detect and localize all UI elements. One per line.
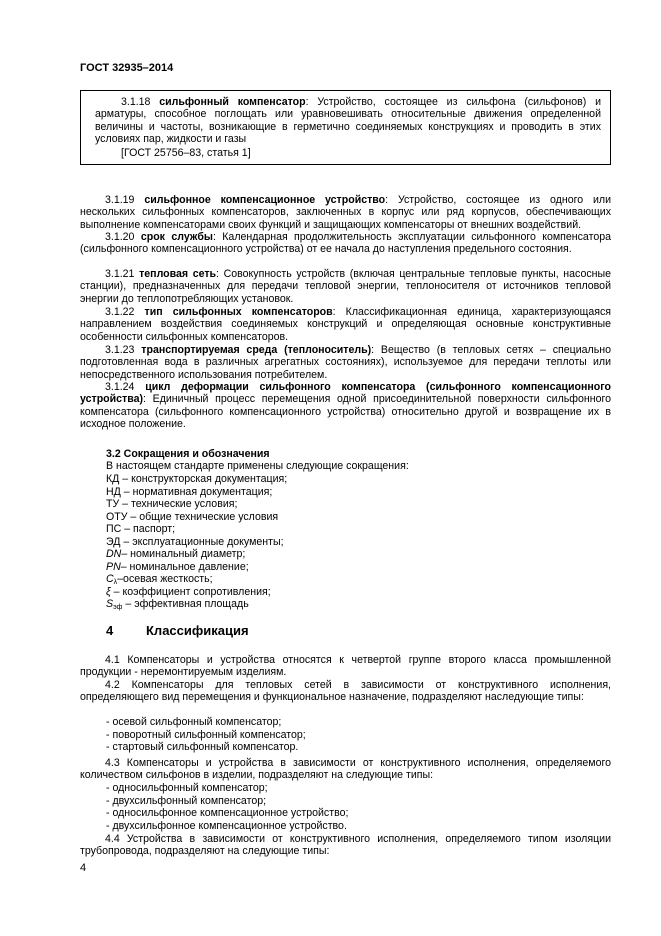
def-term: цикл деформации сильфонного компенсатора (сильфонного компенсационного устройства): [80, 381, 611, 406]
def-term: сильфонный компенсатор: [159, 96, 306, 108]
def-text: : Устройство, состоящее из сильфона (сильфонов) и арматуры, способное поглощать или уравновешивать относительные движения определенной величины и частоты, возникающие в герметично соединяемых конструкциях и проводить в этих условиях пар, жидкости и газы: [95, 96, 601, 146]
definition-3-1-21: 3.1.21 тепловая сеть: Совокупность устройств (включая центральные тепловые пункты, насосные станции), предназначенных для передачи тепловой энергии, теплоносителя от источников тепловой энергии до теплопотребляющих установок.: [80, 268, 612, 305]
def-term: транспортируемая среда (теплоноситель): [141, 344, 372, 356]
abbreviations-heading: 3.2 Сокращения и обозначения: [106, 448, 270, 460]
type-item: - осевой сильфонный компенсатор;: [106, 716, 282, 728]
definition-3-1-23: 3.1.23 транспортируемая среда (теплоноситель): Вещество (в тепловых сетях – специально подготовленная вода в различных агрегатных состояниях), используемое для передачи теплоты или непосредственного использования потребителем.: [80, 344, 611, 381]
type-item: - односильфонное компенсационное устройство;: [106, 807, 349, 819]
definition-3-1-19: 3.1.19 сильфонное компенсационное устройство: Устройство, состоящее из одного или нескольких сильфонных компенсаторов, заключенных в корпус или ряд корпусов, обеспечивающих выполнение компенсаторами своих функций и защищающих компенсаторы от внешних воздействий.: [80, 194, 611, 231]
section-4-heading: 4 Классификация: [106, 623, 249, 638]
abbr-item: НД – нормативная документация;: [106, 486, 273, 498]
abbr-item: ПС – паспорт;: [106, 523, 176, 535]
def-term: сильфонное компенсационное устройство: [144, 194, 386, 206]
definition-3-1-20: 3.1.20 срок службы: Календарная продолжительность эксплуатации сильфонного компенсатора (сильфонного компенсационного устройства) от ее начала до наступления предельного состояния.: [80, 231, 611, 256]
type-item: - двухсильфонный компенсатор;: [106, 795, 267, 807]
symbol-item: ξ – коэффициент сопротивления;: [106, 586, 271, 598]
abbr-item: ТУ – технические условия;: [106, 498, 238, 510]
def-term: тепловая сеть: [139, 268, 217, 280]
abbr-item: ОТУ – общие технические условия: [106, 511, 279, 523]
type-item: - односильфонный компенсатор;: [106, 782, 268, 794]
definition-3-1-24: 3.1.24 цикл деформации сильфонного компенсатора (сильфонного компенсационного устройства): Единичный процесс перемещения одной присоединительной поверхности сильфонного компенсатора (сильфонного компенсационного устройства) относительно другой и возвращение их в исходное положение.: [80, 381, 611, 431]
document-code: ГОСТ 32935–2014: [80, 62, 174, 74]
type-item: - стартовый сильфонный компенсатор.: [106, 741, 299, 753]
symbol-item: DN– номинальный диаметр;: [106, 548, 246, 560]
definition-3-1-18: [95, 96, 601, 145]
definition-3-1-22: 3.1.22 тип сильфонных компенсаторов: Классификационная единица, характеризующаяся направлением воздействия соединяемых конструкций и определяющая основные конструктивные особенности сильфонных компенсаторов.: [80, 306, 611, 343]
page-number: 4: [80, 862, 87, 874]
symbol-item: $S_{эф}$ – эффективная площадь: [106, 598, 249, 611]
clause-4-1: 4.1 Компенсаторы и устройства относятся к четвертой группе второго класса промышленной продукции - неремонтируемым изделиям.: [80, 654, 611, 679]
abbr-item: ЭД – эксплуатационные документы;: [106, 536, 284, 548]
type-item: - поворотный сильфонный компенсатор;: [106, 729, 306, 741]
def-term: срок службы: [140, 231, 213, 243]
abbreviations-intro: В настоящем стандарте применены следующие сокращения:: [106, 460, 409, 472]
clause-4-2: 4.2 Компенсаторы для тепловых сетей в зависимости от конструктивного исполнения, определяющего вид перемещения и функциональное назначение, подразделяют наследующие типы:: [80, 679, 611, 704]
abbr-item: КД – конструкторская документация;: [106, 473, 288, 485]
symbol-item: PN– номинальное давление;: [106, 561, 249, 573]
definition-reference: [ГОСТ 25756–83, статья 1]: [121, 147, 251, 159]
type-item: - двухсильфонное компенсационное устройство.: [106, 820, 347, 832]
clause-4-4: 4.4 Устройства в зависимости от конструктивного исполнения, определяемого типом изоляции трубопровода, подразделяют на следующие типы:: [80, 833, 611, 858]
clause-4-3: 4.3 Компенсаторы и устройства в зависимости от конструктивного исполнения, определяемого количеством сильфонов в изделии, подразделяют на следующие типы:: [80, 757, 611, 782]
def-term: тип сильфонных компенсаторов: [144, 306, 333, 318]
symbol-item: $C_\lambda$–осевая жесткость;: [106, 573, 213, 586]
def-num: 3.1.18: [121, 96, 151, 108]
